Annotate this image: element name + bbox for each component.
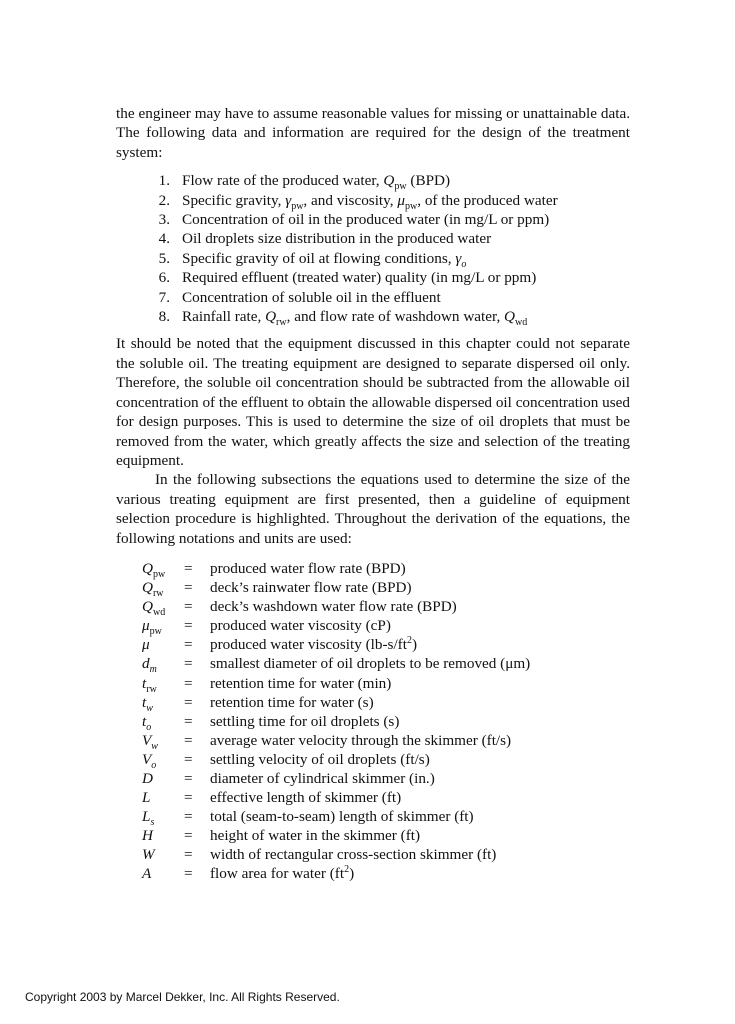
body-paragraph-2: In the following subsections the equations used to determine the size of the various treating equipment are first presented, then a guideline of equipment selection procedure is highlighted. Throughout the derivation of the equations, the following notations and units are used: <box>116 471 630 547</box>
notation-row: H = height of water in the skimmer (ft) <box>142 827 421 845</box>
list-item: 8. Rainfall rate, $Q_{rw}$, and flow rate of washdown water, $Q_{wd}$ <box>158 308 528 329</box>
list-item: 3. Concentration of oil in the produced water (in mg/L or ppm) <box>158 211 550 229</box>
intro-paragraph: the engineer may have to assume reasonable values for missing or unattainable data. The following data and information are required for the design of the treatment system: <box>116 105 630 161</box>
notation-row: $t_w$ = retention time for water (s) <box>142 693 374 714</box>
body-paragraph-1: It should be noted that the equipment discussed in this chapter could not separate the soluble oil. The treating equipment are designed to separate dispersed oil only. Therefore, the soluble oil concentration should be subtracted from the allowable oil concentration of the effluent to obtain the allowable dispersed oil concentration used for design purposes. This is used to determine the size of oil droplets that must be removed from the water, which greatly affects the size and selection of the treating equipment. <box>116 335 630 469</box>
list-item: 1. Flow rate of the produced water, $Q_{pw}$ (BPD) <box>158 172 451 193</box>
notation-row: $t_{rw}$ = retention time for water (min) <box>142 674 392 695</box>
notation-row: $\mu_{pw}$ = produced water viscosity (cP) <box>142 617 391 638</box>
notation-row: $Q_{wd}$ = deck’s washdown water flow rate (BPD) <box>142 598 457 619</box>
notation-row: W = width of rectangular cross-section skimmer (ft) <box>142 846 497 864</box>
requirements-list <box>152 171 630 329</box>
notation-row: μ = produced water viscosity $(lb-s/ft^2)$ <box>142 635 418 654</box>
notation-row: $V_w$ = average water velocity through the skimmer (ft/s) <box>142 731 512 752</box>
notation-row: $V_o$ = settling velocity of oil droplets (ft/s) <box>142 750 430 771</box>
notation-row: L = effective length of skimmer (ft) <box>142 789 402 807</box>
notation-row: $t_o$ = settling time for oil droplets (s) <box>142 712 400 733</box>
list-item: 2. Specific gravity, $\gamma_{pw}$, and viscosity, $\mu_{pw}$, of the produced water <box>158 191 558 212</box>
list-item: 4. Oil droplets size distribution in the produced water <box>158 230 492 248</box>
list-item: 5. Specific gravity of oil at flowing conditions, $\gamma_o$ <box>158 249 467 270</box>
notation-row: $L_s$ = total (seam-to-seam) length of skimmer (ft) <box>142 808 474 829</box>
copyright-notice: Copyright 2003 by Marcel Dekker, Inc. All Rights Reserved. <box>25 990 340 1004</box>
notation-row: $Q_{rw}$ = deck’s rainwater flow rate (BPD) <box>142 579 412 600</box>
notation-row: D = diameter of cylindrical skimmer (in.) <box>142 769 435 787</box>
notation-list <box>142 559 630 884</box>
notation-row: $Q_{pw}$ = produced water flow rate (BPD) <box>142 559 406 580</box>
list-item: 7. Concentration of soluble oil in the effluent <box>158 288 441 306</box>
document-page <box>116 104 630 884</box>
notation-row: A = flow area for water $(ft^2)$ <box>142 864 355 883</box>
list-item: 6. Required effluent (treated water) quality (in mg/L or ppm) <box>158 269 537 287</box>
notation-row: $d_m$ = smallest diameter of oil droplets to be removed (μm) <box>142 655 531 676</box>
